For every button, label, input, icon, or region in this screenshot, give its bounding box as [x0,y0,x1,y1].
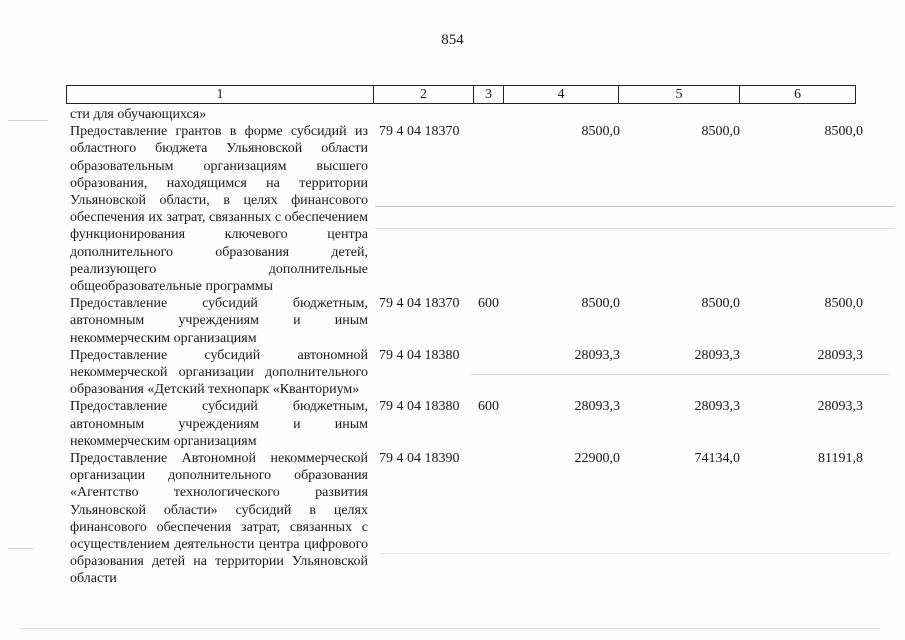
scan-artifact-line [375,206,895,207]
header-col-2: 2 [374,86,474,103]
row-description: Предоставление субсидий бюджетным, автономным учреждениям и иным некоммерческим организациям [70,296,368,346]
row-value-5: 74134,0 [694,451,740,467]
header-col-4: 4 [504,86,619,103]
scan-artifact-line [375,228,895,229]
row-code: 79 4 04 18380 [379,347,460,363]
row-code: 79 4 04 18390 [379,451,460,467]
row-description: Предоставление грантов в форме субсидий из областного бюджета Ульяновской области образовательным организациям высшего образования, находящимся на территории Ульяновской области, в целях финансового обеспечения их затрат, связанных с обеспечением функционирования ключевого центра дополнительного образования детей, реализующего дополнительные общеобразовательные программы [70,124,368,295]
row-type: 600 [478,296,499,312]
scan-artifact-line [380,553,890,554]
scan-artifact-line [20,628,880,629]
row-value-6: 81191,8 [818,451,863,467]
scan-artifact-mark [8,120,48,121]
row-value-4: 8500,0 [581,296,620,312]
row-description: сти для обучающихся» [70,107,207,122]
row-value-5: 28093,3 [694,399,740,415]
row-value-5: 28093,3 [694,347,740,363]
table-row [70,450,863,588]
row-value-5: 8500,0 [701,296,740,312]
row-code: 79 4 04 18370 [379,124,460,140]
table-row [70,347,863,399]
row-value-4: 28093,3 [574,399,620,415]
scan-artifact-line [470,374,890,375]
header-col-1: 1 [67,86,374,103]
row-code: 79 4 04 18380 [379,399,460,415]
scan-artifact-mark [8,548,33,549]
table-row [70,295,863,347]
budget-table-body [70,106,863,588]
row-description: Предоставление субсидий бюджетным, автономным учреждениям и иным некоммерческим организациям [70,399,368,449]
row-code: 79 4 04 18370 [379,296,460,312]
row-value-6: 8500,0 [824,124,863,140]
row-value-6: 8500,0 [824,296,863,312]
row-value-4: 28093,3 [574,347,620,363]
header-col-3: 3 [474,86,504,103]
row-value-4: 8500,0 [581,124,620,140]
table-row [70,123,863,295]
row-description: Предоставление субсидий автономной некоммерческой организации дополнительного образования «Детский технопарк «Кванториум» [70,347,368,398]
row-value-6: 28093,3 [817,399,863,415]
table-header [66,85,856,104]
header-col-6: 6 [794,87,801,102]
table-row [70,106,855,123]
row-value-4: 22900,0 [574,451,620,467]
row-value-6: 28093,3 [817,347,863,363]
row-description: Предоставление Автономной некоммерческой организации дополнительного образования «Агентство технологического развития Ульяновской области» субсидий в целях финансового обеспечения затрат, связанных с осуществлением деятельности центра цифрового образования детей на территории Ульяновской области [70,451,368,587]
header-col-5: 5 [619,86,740,103]
table-row [70,398,863,450]
row-type: 600 [478,399,499,415]
page-number: 854 [441,32,464,48]
row-value-5: 8500,0 [701,124,740,140]
